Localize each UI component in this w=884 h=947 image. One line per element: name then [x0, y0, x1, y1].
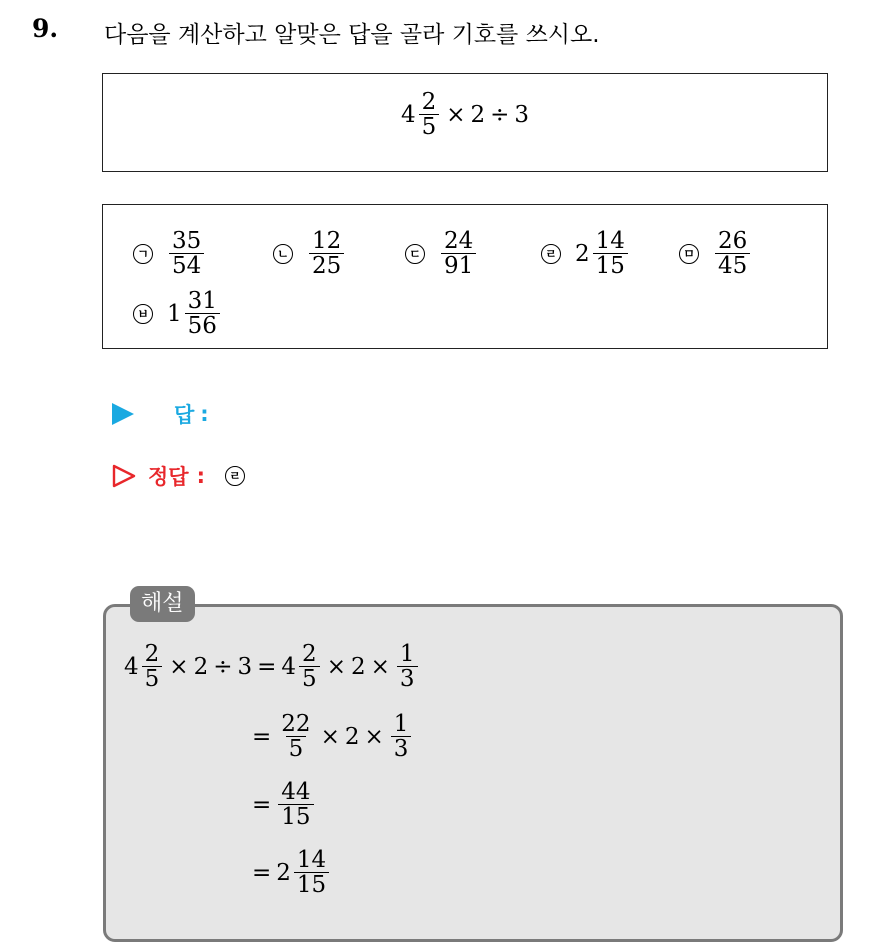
choice-whole: 1 — [167, 300, 182, 327]
step-whole: 2 — [276, 859, 291, 886]
expr-whole: 4 — [400, 101, 416, 128]
choice-denominator: 45 — [715, 253, 750, 278]
choice-numerator: 12 — [312, 228, 342, 254]
choice-denominator: 25 — [309, 253, 344, 278]
step-denominator: 5 — [299, 666, 320, 691]
choice-whole: 2 — [575, 240, 590, 267]
step-numerator: 2 — [144, 641, 160, 667]
step-value: 3 — [237, 653, 253, 680]
explanation-tag: 해설 — [130, 586, 195, 622]
choice-denominator: 15 — [593, 253, 628, 278]
step-denominator: 15 — [278, 804, 313, 829]
step-numerator: 1 — [393, 711, 409, 737]
step-numerator: 2 — [302, 641, 317, 667]
expr-operand-b: 3 — [514, 101, 530, 128]
step-numerator: 1 — [399, 641, 415, 667]
step-equals: = — [252, 859, 272, 886]
step-equals: = — [252, 723, 272, 750]
step-numerator: 22 — [281, 711, 311, 737]
play-filled-icon — [112, 403, 134, 425]
step-numerator: 44 — [281, 779, 311, 805]
step-times: × — [364, 723, 384, 750]
answer-field[interactable] — [221, 401, 421, 427]
choice-1[interactable] — [133, 229, 206, 278]
step-value: 2 — [344, 723, 360, 750]
step-times: × — [169, 653, 189, 680]
answer-colon: : — [200, 402, 209, 426]
play-outline-icon — [112, 464, 136, 488]
step-equals: = — [252, 791, 272, 818]
choice-5[interactable] — [679, 229, 752, 278]
choice-numerator: 26 — [718, 228, 748, 254]
correct-answer-label: 정답 — [148, 465, 189, 489]
question-number: 9. — [32, 14, 59, 43]
explanation-line-2 — [247, 712, 413, 761]
expr-numerator: 2 — [421, 89, 437, 115]
step-equals: = — [257, 653, 277, 680]
choice-numerator: 24 — [444, 228, 474, 254]
step-denominator: 5 — [142, 666, 163, 691]
step-denominator: 3 — [391, 736, 412, 761]
choice-symbol: ㄴ — [273, 244, 293, 264]
choice-denominator: 56 — [185, 313, 220, 338]
expr-denominator: 5 — [419, 114, 440, 139]
step-whole: 4 — [124, 653, 139, 680]
answer-label: 답 — [174, 403, 195, 427]
correct-answer-row — [112, 461, 245, 491]
choice-numerator: 14 — [595, 228, 625, 254]
choice-6[interactable] — [133, 289, 222, 338]
expr-divide: ÷ — [490, 101, 510, 128]
choice-denominator: 54 — [169, 253, 204, 278]
explanation-line-4 — [247, 848, 331, 897]
step-denominator: 3 — [397, 666, 418, 691]
step-denominator: 15 — [294, 872, 329, 897]
choice-numerator: 31 — [187, 288, 217, 314]
choices-box — [102, 204, 828, 349]
choice-2[interactable] — [273, 229, 346, 278]
choice-numerator: 35 — [172, 228, 202, 254]
choice-symbol: ㄹ — [541, 244, 561, 264]
choice-symbol: ㅂ — [133, 304, 153, 324]
explanation-line-1 — [124, 642, 420, 691]
step-numerator: 14 — [296, 847, 327, 873]
expr-fraction — [419, 90, 440, 139]
correct-answer-colon: : — [196, 464, 205, 488]
correct-answer-symbol: ㄹ — [225, 466, 245, 486]
step-value: 2 — [193, 653, 209, 680]
step-divide: ÷ — [213, 653, 233, 680]
step-denominator: 5 — [286, 736, 307, 761]
step-times: × — [370, 653, 390, 680]
step-times: × — [320, 723, 340, 750]
step-whole: 4 — [281, 653, 297, 680]
expression-box — [102, 73, 828, 172]
step-times: × — [326, 653, 346, 680]
choice-3[interactable] — [405, 229, 478, 278]
choice-denominator: 91 — [441, 253, 476, 278]
step-value: 2 — [350, 653, 366, 680]
choice-4[interactable] — [541, 229, 630, 278]
explanation-line-3 — [247, 780, 316, 829]
expression — [401, 90, 529, 139]
choice-symbol: ㄷ — [405, 244, 425, 264]
question-prompt: 다음을 계산하고 알맞은 답을 골라 기호를 쓰시오. — [104, 22, 600, 48]
answer-row — [112, 399, 421, 429]
choice-symbol: ㄱ — [133, 244, 153, 264]
expr-times: × — [446, 101, 466, 128]
choice-symbol: ㅁ — [679, 244, 699, 264]
expr-operand-a: 2 — [470, 101, 486, 128]
